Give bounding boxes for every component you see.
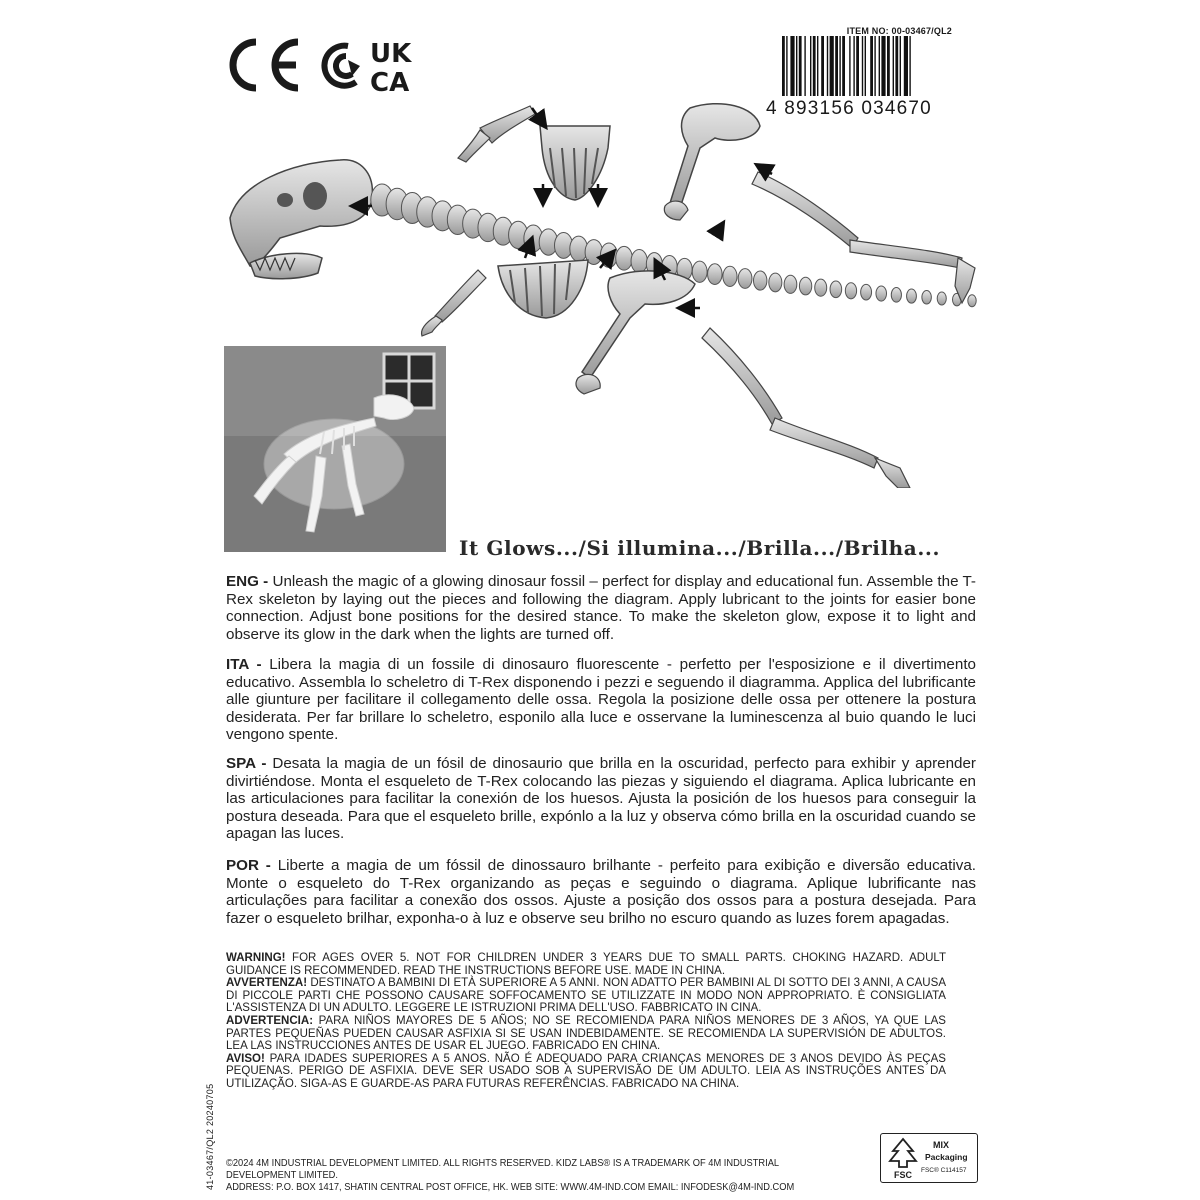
lang-label-por: POR -: [226, 857, 271, 874]
warning-por: [226, 1052, 946, 1090]
paragraph-text-eng: Unleash the magic of a glowing dinosaur fossil – perfect for display and educational fun. Assemble the T-Rex skeleton by laying out the pieces and following the diagram. Apply lubricant to the joints for easier bone connection. Adjust bone positions for the desired stance. To make the skeleton glow, expose it to light and observe its glow in the dark when the lights are turned off.: [226, 573, 976, 643]
fsc-tree-icon: [883, 1135, 923, 1181]
ukca-mark-line1: UK: [370, 39, 412, 69]
rib-cage-upper: [540, 126, 610, 200]
warning-text-ita: DESTINATO A BAMBINI DI ETÀ SUPERIORE A 5 ANNI. NON ADATTO PER BAMBINI AL DI SOTTO DEI 3 ANNI, A CAUSA DI PICCOLE PARTI CHE POSSONO CAUSARE SOFFOCAMENTO SE UTILIZZATE IN MODO NON APPROPRIATO. È CONSIGLIATA L'ASSISTENZA DI UN ADULTO. LEGGERE LE ISTRUZIONI PRIMA DELL'USO. FABBRICATO IN CINA.: [226, 975, 946, 1015]
ce-mark-icon: [233, 42, 298, 88]
warning-text-eng: FOR AGES OVER 5. NOT FOR CHILDREN UNDER 3 YEARS DUE TO SMALL PARTS. CHOKING HAZARD. ADULT GUIDANCE IS RECOMMENDED. READ THE INSTRUCTIONS BEFORE USE. MADE IN CHINA.: [226, 950, 946, 977]
warning-text-por: PARA IDADES SUPERIORES A 5 ANOS. NÃO É ADEQUADO PARA CRIANÇAS MENORES DE 3 ANOS DEVIDO ÀS PEÇAS PEQUENAS. PERIGO DE ASFIXIA. DEVE SER USADO SOB A SUPERVISÃO DE UM ADULTO. LEIA AS INSTRUÇÕES ANTES DA UTILIZAÇÃO. SIGA-AS E GUARDE-AS PARA FUTURAS REFERÊNCIAS. FABRICADO NA CHINA.: [226, 1050, 947, 1090]
paragraph-por: [226, 857, 976, 927]
paragraph-text-por: Liberte a magia de um fóssil de dinossauro brilhante - perfeito para exibição e diversão educativa. Monte o esqueleto do T-Rex organizando as peças e seguindo o diagrama. Aplique lubrificante nas articulações para facilitar a conexão dos ossos. Ajuste a posição dos ossos para a postura desejada. Para fazer o esqueleto brilhar, exponha-o à luz e observe seu brilho no escuro quando as luzes forem apagadas.: [226, 857, 976, 927]
recycling-arrow-icon: [324, 46, 360, 86]
rib-cage-lower: [498, 260, 588, 318]
fsc-mix-label: MIX: [933, 1140, 950, 1150]
paragraph-ita: [226, 656, 976, 744]
fsc-logo-text: FSC: [894, 1170, 912, 1180]
fsc-license-code: FSC® C114157: [921, 1167, 967, 1174]
ukca-mark-line2: CA: [370, 68, 410, 94]
warnings-block: [226, 951, 946, 1090]
glow-in-dark-image: [224, 346, 446, 552]
lang-label-eng: ENG -: [226, 573, 269, 590]
copyright-line: ©2024 4M INDUSTRIAL DEVELOPMENT LIMITED. ALL RIGHTS RESERVED. KIDZ LABS® IS A TRADEMARK OF 4M INDUSTRIAL DEVELOPMENT LIMITED.: [226, 1158, 779, 1181]
warning-label-spa: ADVERTENCIA:: [226, 1012, 314, 1027]
lang-label-ita: ITA -: [226, 656, 262, 673]
leg-bone-lower: [702, 328, 910, 488]
pelvis-bone-lower: [576, 271, 695, 394]
warning-label-eng: WARNING!: [226, 950, 286, 964]
certification-marks: [228, 36, 428, 94]
skull-bone: [230, 160, 372, 279]
barcode-digits: 4 893156 034670: [766, 98, 932, 119]
warning-spa: [226, 1014, 946, 1052]
arm-bone-lower: [422, 270, 486, 336]
paragraph-text-spa: Desata la magia de un fósil de dinosaurio que brilla en la oscuridad, perfecto para exhibir y aprender divirtiéndose. Monta el esqueleto de T-Rex colocando las piezas y siguiendo el diagrama. Aplica lubricante en las articulaciones para facilitar la conexión de los huesos. Ajusta la posición de los huesos para conseguir la postura deseada. Para que el esqueleto brille, expónlo a la luz y observa cómo brilla en la oscuridad cuando se apagan las luces.: [226, 755, 976, 842]
warning-text-spa: PARA NIÑOS MAYORES DE 5 AÑOS; NO SE RECOMIENDA PARA NIÑOS MENORES DE 3 AÑOS, YA QUE LAS PARTES PEQUEÑAS PUEDEN CAUSAR ASFIXIA SI SE USAN INDEBIDAMENTE. SE RECOMIENDA LA SUPERVISIÓN DE ADULTOS. LEA LAS INSTRUCCIONES ANTES DE USAR EL JUEGO. FABRICADO EN CHINA.: [226, 1012, 946, 1053]
lang-label-spa: SPA -: [226, 755, 267, 772]
address-line: ADDRESS: P.O. BOX 1417, SHATIN CENTRAL POST OFFICE, HK. WEB SITE: WWW.4M-IND.COM EMAIL: INFODESK@4M-IND.COM: [226, 1182, 795, 1193]
paragraph-spa: [226, 755, 976, 843]
fsc-badge: [880, 1133, 978, 1183]
warning-eng: [226, 951, 946, 976]
paragraph-text-ita: Libera la magia di un fossile di dinosauro fluorescente - perfetto per l'esposizione e il divertimento educativo. Assembla lo scheletro di T-Rex disponendo i pezzi e seguendo il diagramma. Applica del lubrificante alle giunture per facilitare il collegamento delle ossa. Regola la posizione delle ossa per ottenere la postura desiderata. Per far brillare lo scheletro, esponilo alla luce e osservane la luminescenza al buio quando le luci vengono spente.: [226, 656, 976, 743]
warning-label-ita: AVVERTENZA!: [226, 975, 308, 990]
warning-ita: [226, 976, 946, 1014]
glows-headline: It Glows.../Si illumina.../Brilla.../Brilha...: [459, 536, 941, 560]
vertical-product-code: 41-03467/QL2 20240705: [205, 1083, 215, 1190]
arm-bone-upper: [458, 106, 535, 162]
paragraph-eng: [226, 573, 976, 643]
warning-label-por: AVISO!: [226, 1050, 265, 1065]
item-number: ITEM NO: 00-03467/QL2: [846, 26, 952, 36]
copyright-footer: [226, 1158, 840, 1194]
fsc-packaging-label: Packaging: [925, 1152, 968, 1162]
pelvis-bone-upper: [664, 104, 760, 220]
